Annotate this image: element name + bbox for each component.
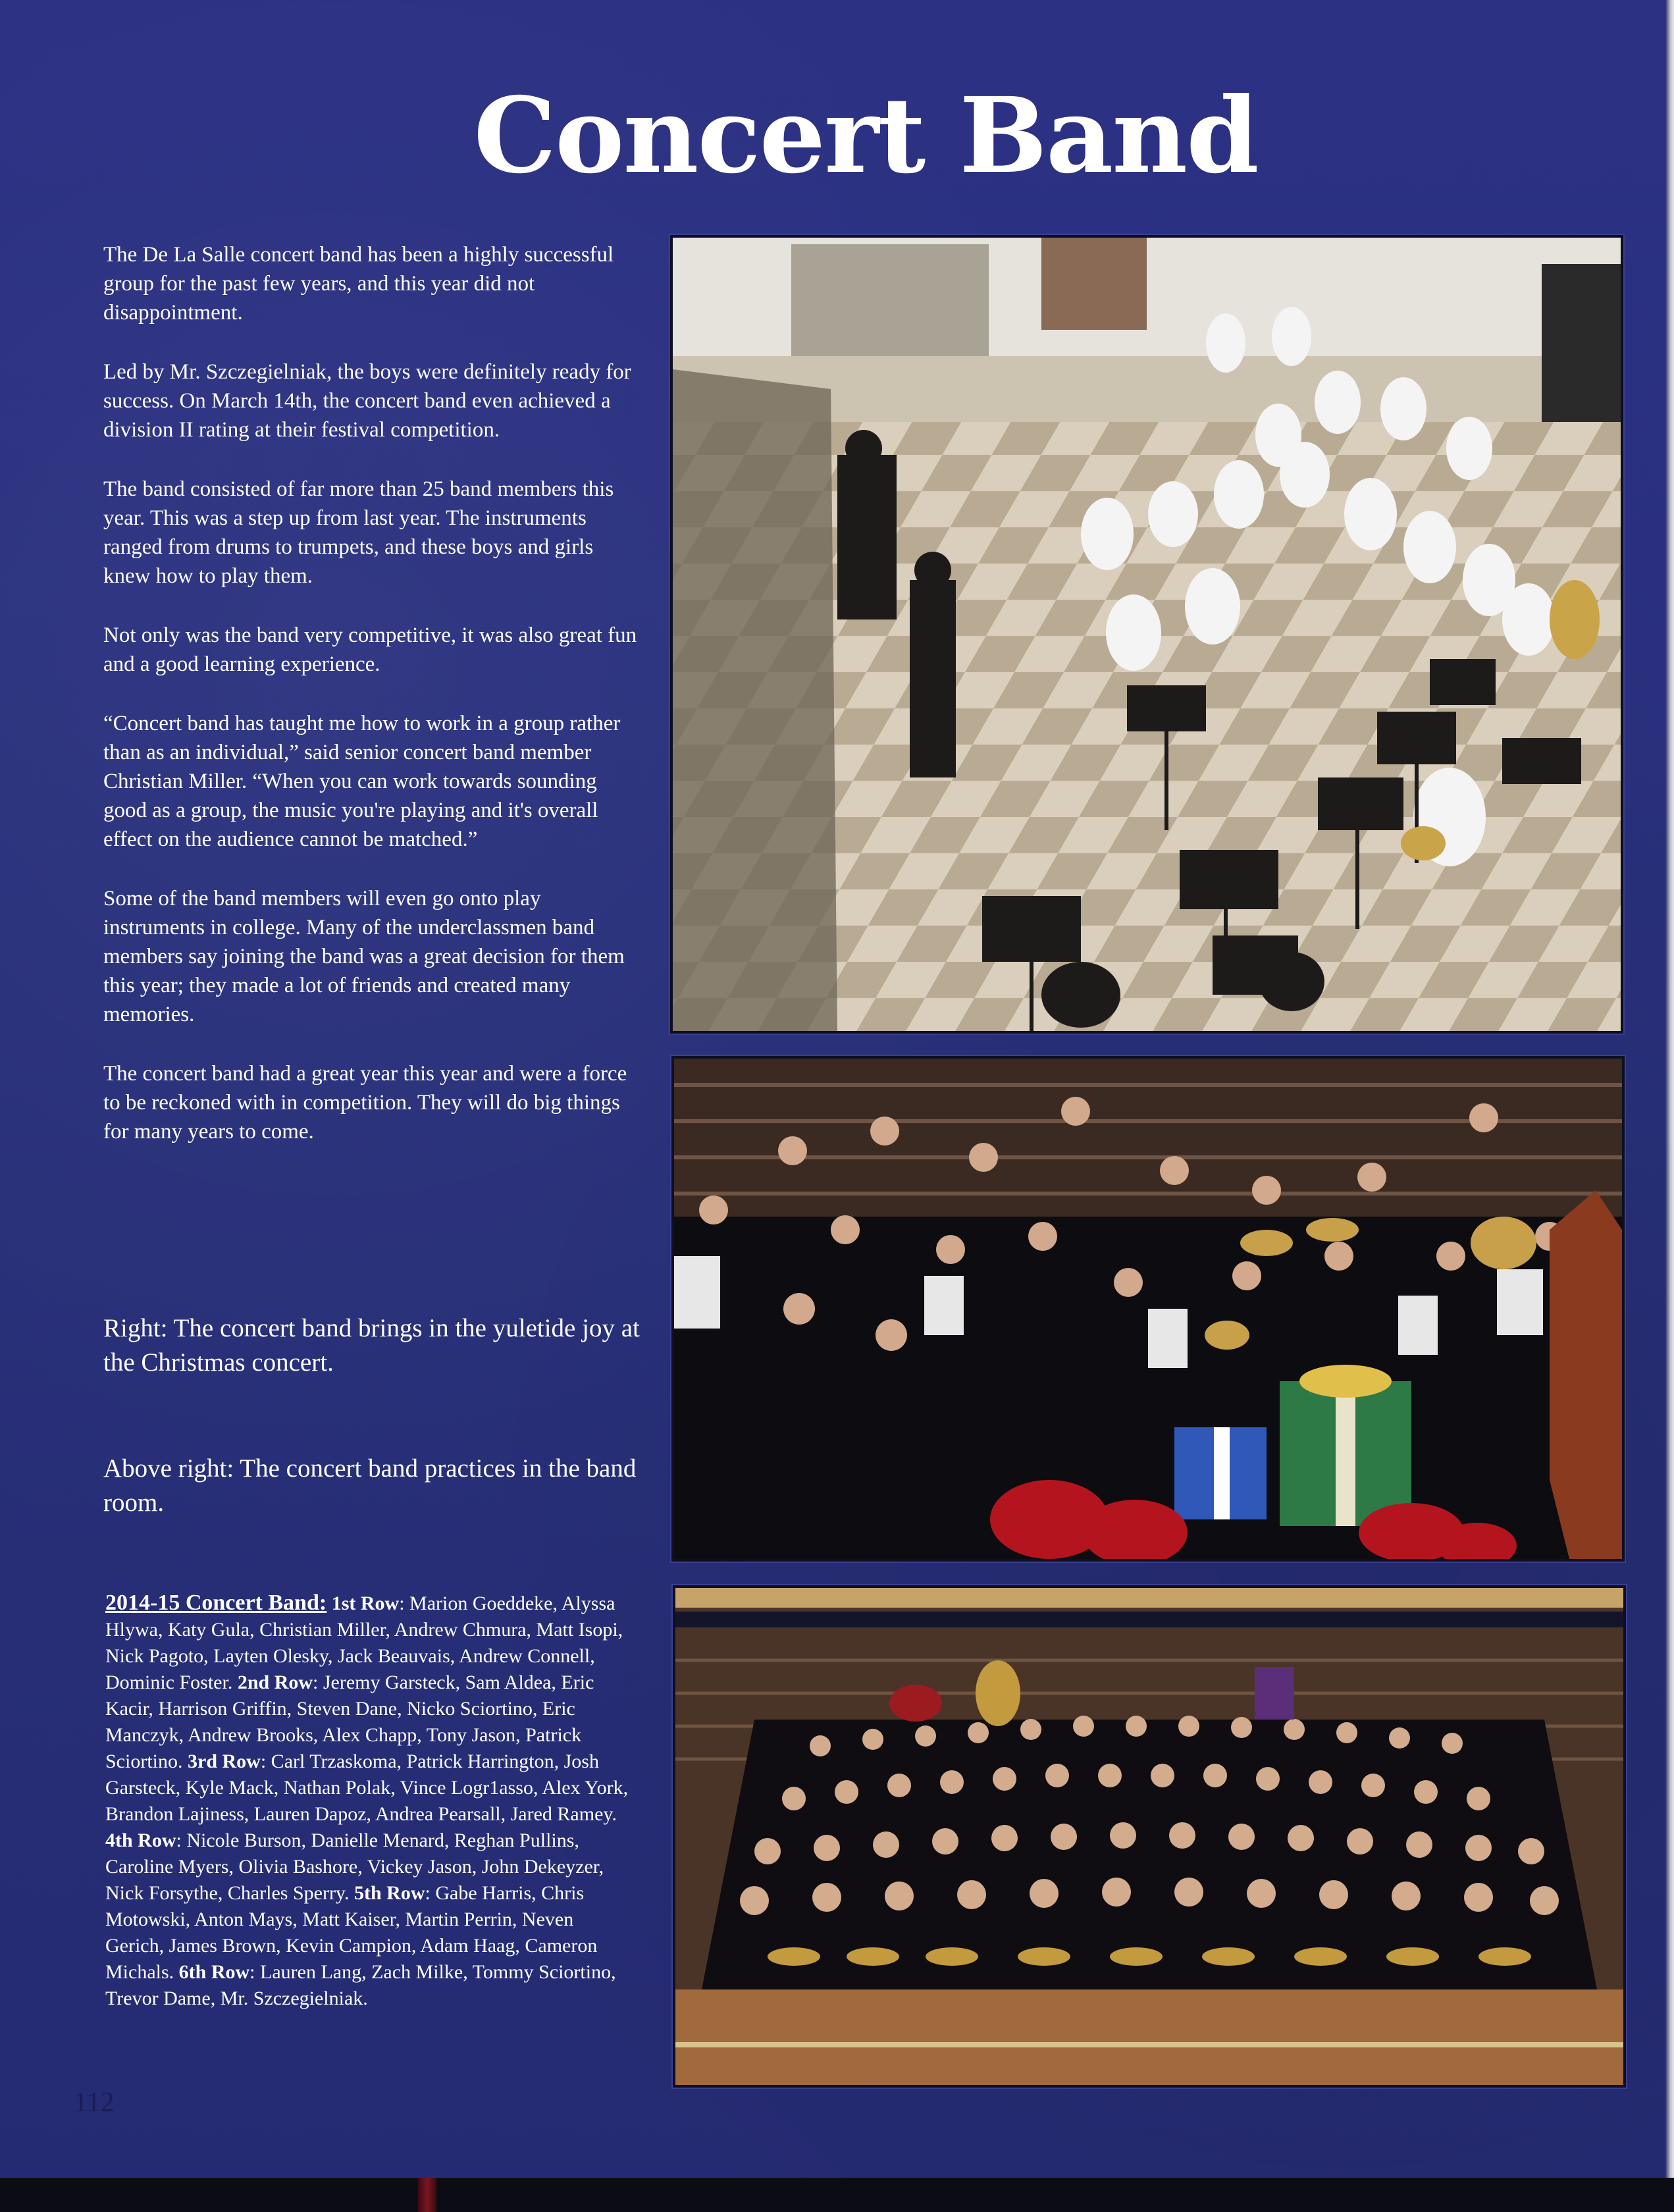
- article-body: [103, 240, 643, 1176]
- roster-row-names: : Jeremy Garsteck, Sam Aldea, Eric Kacir, Harrison Griffin, Steven Dane, Nicko Sciortino, Eric Manczyk, Andrew Brooks, Alex Chapp, Tony Jason, Patrick Sciortino.: [105, 1672, 594, 1772]
- group-portrait-photo-illustration: [675, 1588, 1623, 2085]
- roster-row-label: 1st Row: [331, 1593, 400, 1614]
- paragraph-1: The De La Salle concert band has been a highly successful group for the past few years, and this year did not disappointment.: [103, 243, 614, 325]
- roster-row-label: 3rd Row: [188, 1751, 261, 1772]
- page-edge-bottom: [0, 2178, 1674, 2212]
- paragraph-2: Led by Mr. Szczegielniak, the boys were definitely ready for success. On March 14th, the concert band even achieved a division II rating at their festival competition.: [103, 360, 631, 442]
- page-number: 112: [74, 2088, 115, 2118]
- caption-christmas-concert: Right: The concert band brings in the yuletide joy at the Christmas concert.: [103, 1314, 640, 1377]
- roster-row-names: : Nicole Burson, Danielle Menard, Reghan Pullins, Caroline Myers, Olivia Bashore, Vickey Jason, John Dekeyzer, Nick Forsythe, Charles Sperry.: [105, 1830, 604, 1904]
- roster-row-label: 6th Row: [178, 1961, 250, 1983]
- paragraph-7: The concert band had a great year this year and were a force to be reckoned with in competition. They will do big things for many years to come.: [103, 1062, 627, 1144]
- roster-row-label: 5th Row: [354, 1882, 425, 1904]
- paragraph-6: Some of the band members will even go onto play instruments in college. Many of the underclassmen band members say joining the band was a great decision for them this year; they made a lot of friends and created many memories.: [103, 887, 625, 1026]
- band-room-photo-illustration: [673, 238, 1621, 1031]
- page-edge-right: [1665, 0, 1674, 2212]
- book-spine: [418, 2178, 436, 2212]
- photo-group-portrait: [673, 1585, 1626, 2088]
- roster-row-names: : Marion Goeddeke, Alyssa Hlywa, Katy Gula, Christian Miller, Andrew Chmura, Matt Isopi, Nick Pagoto, Layten Olesky, Jack Beauvais, Andrew Connell, Dominic Foster.: [105, 1593, 623, 1693]
- roster-row-label: 4th Row: [105, 1830, 176, 1851]
- roster-row-names: : Carl Trzaskoma, Patrick Harrington, Josh Garsteck, Kyle Mack, Nathan Polak, Vince Logr1asso, Alex York, Brandon Lajiness, Lauren Dapoz, Andrea Pearsall, Jared Ramey.: [105, 1751, 629, 1825]
- photo-christmas-concert: [671, 1056, 1625, 1562]
- roster-title: 2014-15 Concert Band:: [105, 1591, 327, 1615]
- paragraph-3: The band consisted of far more than 25 band members this year. This was a step up from last year. The instruments ranged from drums to trumpets, and these boys and girls knew how to play them.: [103, 477, 614, 588]
- roster: [105, 1590, 632, 2012]
- roster-row-names: : Lauren Lang, Zach Milke, Tommy Sciortino, Trevor Dame, Mr. Szczegielniak.: [105, 1961, 616, 2009]
- christmas-concert-photo-illustration: [674, 1059, 1622, 1559]
- roster-row-label: 2nd Row: [237, 1672, 313, 1693]
- page-title: Concert Band: [473, 75, 1258, 197]
- caption-band-room: Above right: The concert band practices in the band room.: [103, 1454, 637, 1517]
- paragraph-5: “Concert band has taught me how to work in a group rather than as an individual,” said senior concert band member Christian Miller. “When you can work towards sounding good as a group, the music you're playing and it's overall effect on the audience cannot be matched.”: [103, 712, 621, 851]
- photo-band-room-practice: [670, 235, 1623, 1034]
- roster-row-names: : Gabe Harris, Chris Motowski, Anton Mays, Matt Kaiser, Martin Perrin, Neven Gerich, James Brown, Kevin Campion, Adam Haag, Cameron Michals.: [105, 1882, 598, 1983]
- paragraph-4: Not only was the band very competitive, it was also great fun and a good learning experience.: [103, 623, 637, 676]
